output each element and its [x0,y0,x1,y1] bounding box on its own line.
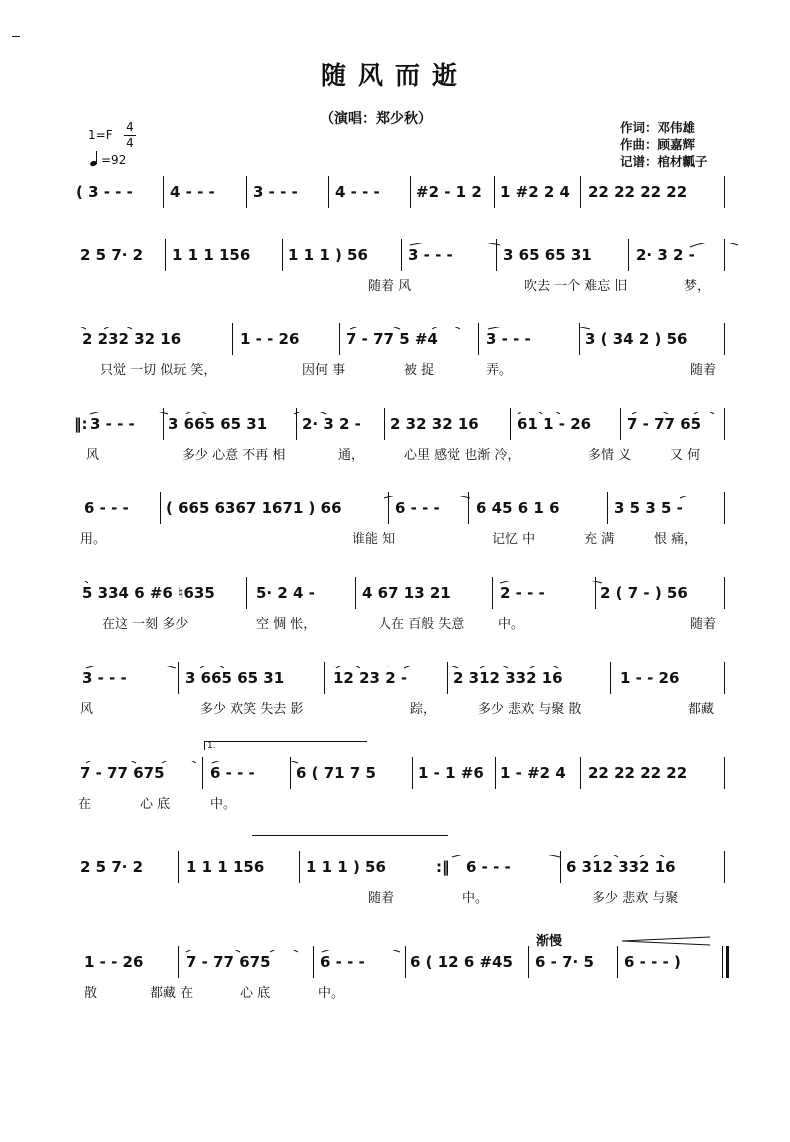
staff-system-10 [0,934,790,1020]
lyric: 风 [80,702,94,717]
measure: ( 3 - - - [76,183,133,201]
lyric: 多少 悲欢 与聚 [592,891,679,906]
measure: 3 ( 34 2 ) 56 [585,330,688,348]
lyrics-row [0,530,790,550]
measure: 6 312 332 16 [566,858,676,876]
lyric: 随着 [690,617,717,632]
time-signature-bottom: 4 [126,136,134,150]
measure: 1 #2 2 4 [500,183,570,201]
measure: 2 5 7· 2 [80,246,144,264]
staff-system-9 [0,855,790,925]
lyrics-row [0,277,790,297]
measure: 3 - - - [408,246,453,264]
measure: 3 - - - [90,415,135,433]
hairpin-lines [622,937,710,945]
lyric: 散 [84,986,98,1001]
lyric: 中。 [318,986,345,1001]
measure: 7 - 77 5 #4 [346,330,438,348]
staff-system-4 [0,412,790,482]
measure: 5 334 6 #6 ♮635 [82,584,215,602]
staff-system-6 [0,581,790,651]
measure: 1 - #2 4 [500,764,566,782]
staff-system-3 [0,327,790,397]
composer-credit: 作曲：顾嘉辉 [620,137,696,152]
measure: 6 - 7· 5 [535,953,594,971]
lyricist-credit: 作词：邓伟雄 [620,120,696,135]
lyric: 空 惆 怅， [256,617,317,632]
measure: 5· 2 4 - [256,584,315,602]
lyric: 都藏 在 [150,986,194,1001]
measure: 3 - - - [486,330,531,348]
measure: 1 - - 26 [84,953,144,971]
tempo-marking [90,152,126,167]
notes-row [0,761,790,785]
staff-system-5 [0,496,790,566]
measure: 2 232 32 16 [82,330,182,348]
measure: 6 - - - [395,499,440,517]
lyric: 谁能 知 [352,532,396,547]
measure: 2 ( 7 - ) 56 [600,584,688,602]
measure: 6 - - - [210,764,255,782]
measure: 6 ( 12 6 #45 [410,953,513,971]
lyric: 在这 一刻 多少 [102,617,189,632]
ending-bracket-continuation [252,835,448,844]
measure: 6 45 6 1 6 [476,499,560,517]
transcriber-credit: 记谱：棺材瓤子 [620,154,708,169]
lyric: 随着 [368,891,395,906]
measure: 3 65 65 31 [503,246,592,264]
measure: 61 1 - 26 [517,415,592,433]
notes-row [0,950,790,974]
lyric: 记忆 中 [492,532,536,547]
lyric: 充 满 [584,532,615,547]
lyric: 中。 [498,617,525,632]
quarter-note-icon [90,152,98,166]
lyric: 踪， [410,702,437,717]
measure: 7 - 77 675 [186,953,271,971]
measure: ( 665 6367 1671 ) 66 [166,499,342,517]
measure: 22 22 22 22 [588,183,688,201]
measure: 3 - - - [82,669,127,687]
time-signature [124,121,136,150]
lyric: 弄。 [486,363,513,378]
notes-row [0,496,790,520]
first-ending-bracket: 1. [204,741,367,750]
measure: 2 5 7· 2 [80,858,144,876]
staff-system-2 [0,243,790,313]
lyric: 随着 [690,363,717,378]
measure: 22 22 22 22 [588,764,688,782]
key-signature: 1=F [88,128,113,142]
measure: 6 - - - [84,499,129,517]
measure: 7 - 77 675 [80,764,165,782]
lyric: 中。 [462,891,489,906]
lyrics-row [0,984,790,1004]
notes-row [0,581,790,605]
lyric: 多少 欢笑 失去 影 [200,702,304,717]
lyric: 吹去 一个 难忘 旧 [524,279,628,294]
notes-row [0,180,790,204]
notes-row [0,412,790,436]
measure: 6 - - - [466,858,511,876]
lyrics-row [0,446,790,466]
staff-system-8 [0,741,790,831]
lyric: 多情 义 [588,448,632,463]
lyrics-row [0,700,790,720]
notes-row [0,666,790,690]
measure: 2 32 32 16 [390,415,479,433]
measure: 6 - - - [320,953,365,971]
measure: 1 1 1 ) 56 [288,246,368,264]
song-title: 随风而逝 [320,61,469,90]
measure: 1 1 1 156 [186,858,265,876]
notes-row [0,327,790,351]
lyric: 中。 [210,797,237,812]
measure: 1 1 1 ) 56 [306,858,386,876]
measure: 3 665 65 31 [185,669,285,687]
lyric: 都藏 [688,702,715,717]
lyric: 梦， [684,279,711,294]
performer-line: （演唱：郑少秋） [320,111,432,127]
lyric: 随着 风 [368,279,412,294]
notes-row [0,243,790,267]
measure: 3 5 3 5 - [614,499,683,517]
ritardando-marking: 渐慢 [536,934,563,949]
lyric: 在 [78,797,92,812]
staff-system-7 [0,666,790,736]
lyric: 心 底 [240,986,271,1001]
lyric: 用。 [80,532,107,547]
lyric: 心里 感觉 也渐 冷， [404,448,521,463]
measure: 12 23 2 - [333,669,408,687]
lyric: 人在 百般 失意 [378,617,465,632]
measure: 1 - - 26 [620,669,680,687]
measure: 3 - - - [253,183,298,201]
measure: 6 ( 71 7 5 [296,764,376,782]
notes-row [0,855,790,879]
repeat-start: ‖: [74,415,88,433]
repeat-end: :‖ [436,858,450,876]
lyric: 风 [86,448,100,463]
lyric: 被 捉 [404,363,435,378]
measure: #2 - 1 2 [416,183,482,201]
lyric: 因何 事 [302,363,346,378]
lyric: 多少 悲欢 与聚 散 [478,702,582,717]
lyrics-row [0,615,790,635]
measure: 4 67 13 21 [362,584,451,602]
measure: 3 665 65 31 [168,415,268,433]
measure: 7 - 77 65 [627,415,702,433]
tempo-value: =92 [101,153,127,167]
measure: 2· 3 2 - [302,415,361,433]
measure: 2 - - - [500,584,545,602]
time-signature-top: 4 [126,120,134,134]
lyric: 又 何 [670,448,701,463]
corner-mark [12,36,20,37]
measure: 1 - - 26 [240,330,300,348]
measure: 1 - 1 #6 [418,764,484,782]
lyric: 恨 痛， [654,532,698,547]
measure: 2· 3 2 - [636,246,695,264]
measure: 4 - - - [170,183,215,201]
lyrics-row [0,889,790,909]
lyric: 心 底 [140,797,171,812]
measure: 6 - - - ) [624,953,681,971]
lyric: 通， [338,448,365,463]
lyric: 多少 心意 不再 相 [182,448,286,463]
lyrics-row [0,361,790,381]
staff-system-1 [0,180,790,250]
lyrics-row [0,795,790,815]
lyric: 只觉 一切 似玩 笑， [100,363,217,378]
measure: 2 312 332 16 [453,669,563,687]
decrescendo-hairpin [622,936,712,946]
measure: 1 1 1 156 [172,246,251,264]
measure: 4 - - - [335,183,380,201]
